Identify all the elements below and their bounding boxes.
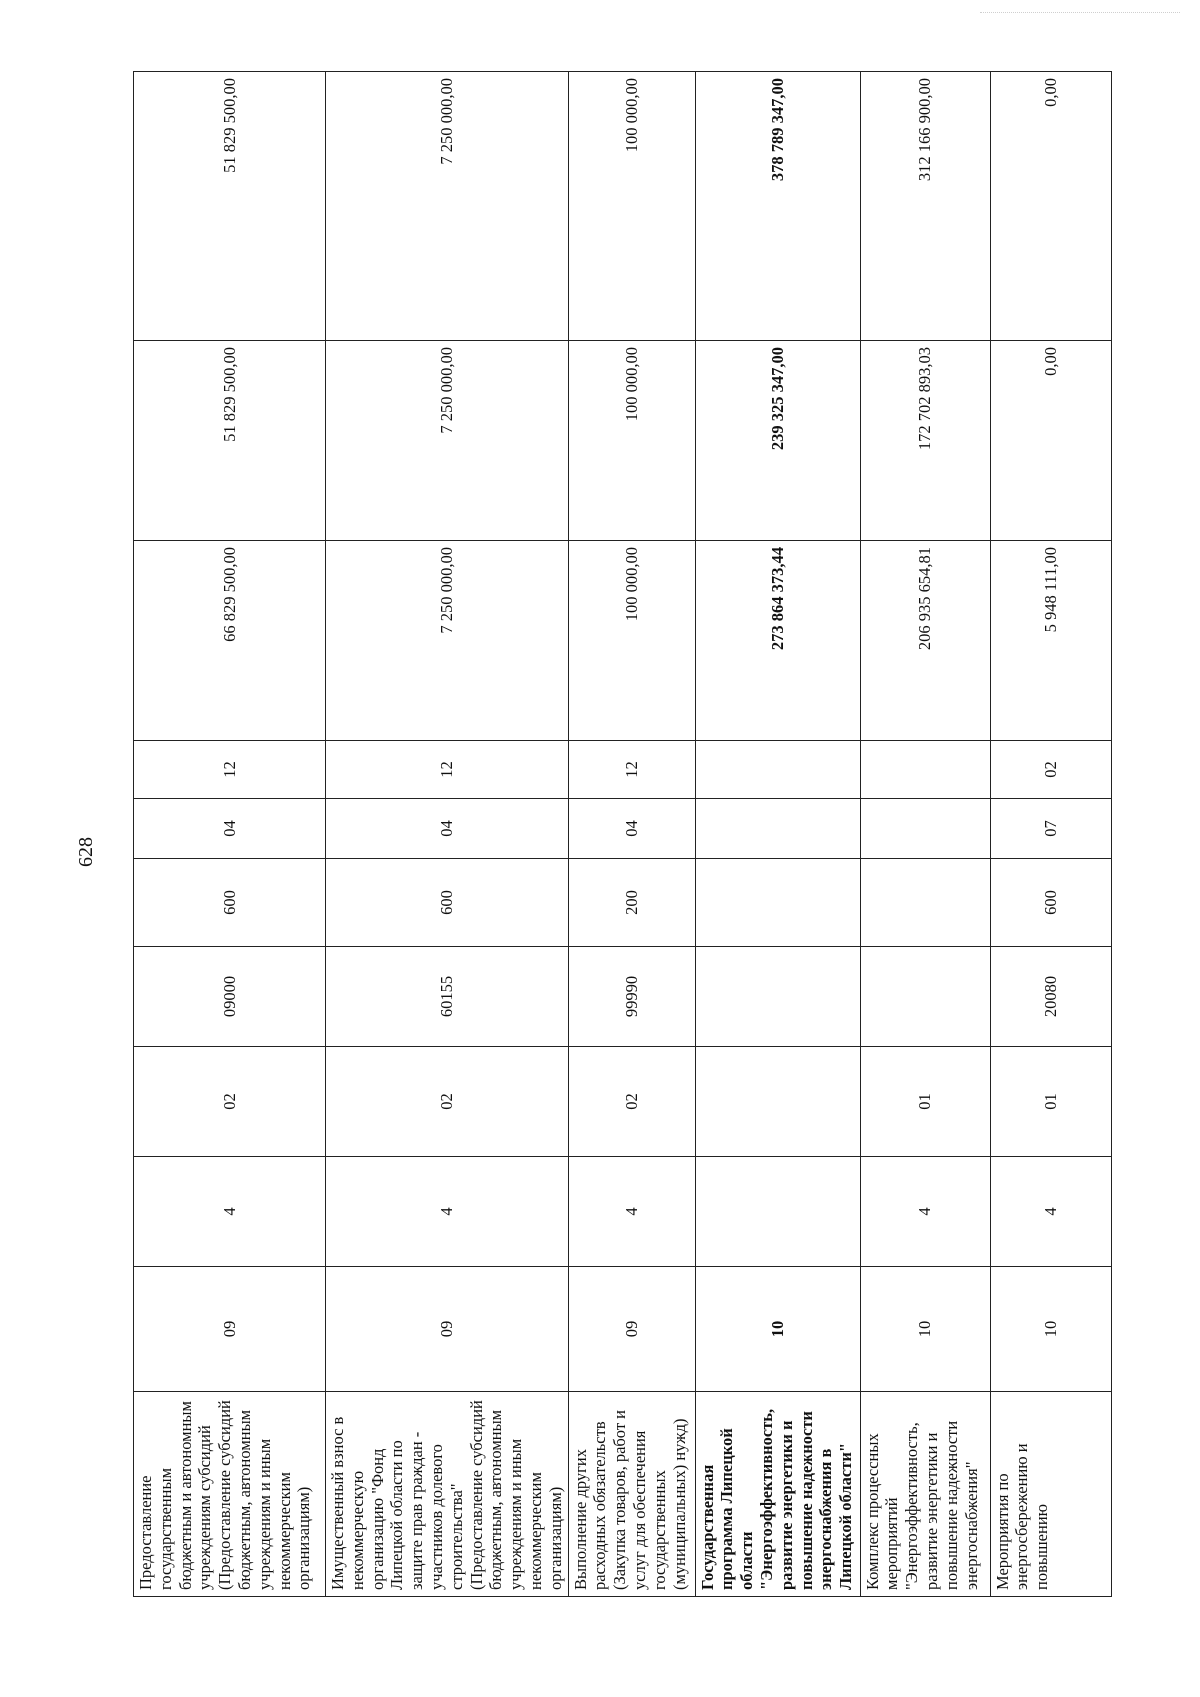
cell-pr: 02 <box>990 741 1111 799</box>
cell-amount-2: 172 702 893,03 <box>860 341 990 541</box>
cell-pr <box>860 741 990 799</box>
cell-pp: 02 <box>326 1047 569 1157</box>
cell-pr: 12 <box>568 741 695 799</box>
cell-direction: 99990 <box>568 947 695 1047</box>
cell-pp: 01 <box>860 1047 990 1157</box>
cell-direction: 20080 <box>990 947 1111 1047</box>
cell-amount-3: 51 829 500,00 <box>134 72 326 341</box>
cell-pp-type: 4 <box>134 1157 326 1267</box>
cell-gp: 09 <box>134 1267 326 1392</box>
cell-vr: 200 <box>568 859 695 947</box>
cell-amount-3: 0,00 <box>990 72 1111 341</box>
cell-gp: 10 <box>860 1267 990 1392</box>
cell-amount-1: 5 948 111,00 <box>990 541 1111 741</box>
cell-amount-2: 51 829 500,00 <box>134 341 326 541</box>
cell-rz: 04 <box>568 799 695 859</box>
cell-amount-3: 7 250 000,00 <box>326 72 569 341</box>
cell-rz <box>695 799 860 859</box>
budget-table <box>133 71 1112 1597</box>
cell-amount-3: 378 789 347,00 <box>695 72 860 341</box>
cell-rz: 07 <box>990 799 1111 859</box>
cell-amount-3: 312 166 900,00 <box>860 72 990 341</box>
cell-vr: 600 <box>326 859 569 947</box>
cell-pp-type: 4 <box>568 1157 695 1267</box>
cell-name: Предоставление государственным бюджетным и автономным учреждениям субсидий (Предоставление субсидий бюджетным, автономным учреждениям и иным некоммерческим организациям) <box>134 1392 326 1597</box>
cell-direction: 09000 <box>134 947 326 1047</box>
cell-pp-type: 4 <box>326 1157 569 1267</box>
cell-amount-2: 0,00 <box>990 341 1111 541</box>
cell-amount-2: 7 250 000,00 <box>326 341 569 541</box>
table-row <box>568 72 695 1597</box>
cell-pp-type <box>695 1157 860 1267</box>
cell-pp-type: 4 <box>860 1157 990 1267</box>
table-body <box>134 72 1112 1597</box>
table-row <box>990 72 1111 1597</box>
cell-amount-1: 206 935 654,81 <box>860 541 990 741</box>
cell-vr: 600 <box>990 859 1111 947</box>
cell-name: Выполнение других расходных обязательств (Закупка товаров, работ и услуг для обеспечения государственных (муниципальных) нужд) <box>568 1392 695 1597</box>
cell-pp-type: 4 <box>990 1157 1111 1267</box>
cell-direction: 60155 <box>326 947 569 1047</box>
cell-vr <box>695 859 860 947</box>
table-row <box>695 72 860 1597</box>
scan-artifact <box>980 12 1180 15</box>
cell-name: Комплекс процессных мероприятий "Энергоэффективность, развитие энергетики и повышение надежности энергоснабжения" <box>860 1392 990 1597</box>
rotated-table-container <box>133 73 1200 1590</box>
cell-gp: 10 <box>990 1267 1111 1392</box>
cell-rz: 04 <box>326 799 569 859</box>
cell-amount-3: 100 000,00 <box>568 72 695 341</box>
cell-pp: 02 <box>134 1047 326 1157</box>
cell-pr: 12 <box>134 741 326 799</box>
cell-amount-1: 100 000,00 <box>568 541 695 741</box>
cell-gp: 09 <box>568 1267 695 1392</box>
cell-direction <box>860 947 990 1047</box>
page-number: 628 <box>75 837 97 867</box>
table-row <box>860 72 990 1597</box>
table-row <box>326 72 569 1597</box>
cell-vr: 600 <box>134 859 326 947</box>
cell-vr <box>860 859 990 947</box>
cell-name: Имущественный взнос в некоммерческую организацию "Фонд Липецкой области по защите прав граждан - участников долевого строительства" (Предоставление субсидий бюджетным, автономным учреждениям и иным некоммерческим организациям) <box>326 1392 569 1597</box>
cell-pp: 02 <box>568 1047 695 1157</box>
cell-name: Государственная программа Липецкой области "Энергоэффективность, развитие энергетики и повышение надежности энергоснабжения в Липецкой области" <box>695 1392 860 1597</box>
cell-pr <box>695 741 860 799</box>
cell-amount-1: 7 250 000,00 <box>326 541 569 741</box>
cell-pp: 01 <box>990 1047 1111 1157</box>
cell-pr: 12 <box>326 741 569 799</box>
cell-pp <box>695 1047 860 1157</box>
cell-amount-1: 273 864 373,44 <box>695 541 860 741</box>
cell-gp: 10 <box>695 1267 860 1392</box>
cell-amount-2: 239 325 347,00 <box>695 341 860 541</box>
cell-amount-1: 66 829 500,00 <box>134 541 326 741</box>
table-row <box>134 72 326 1597</box>
cell-amount-2: 100 000,00 <box>568 341 695 541</box>
cell-name: Мероприятия по энергосбережению и повышению <box>990 1392 1111 1597</box>
cell-direction <box>695 947 860 1047</box>
cell-rz <box>860 799 990 859</box>
cell-rz: 04 <box>134 799 326 859</box>
cell-gp: 09 <box>326 1267 569 1392</box>
